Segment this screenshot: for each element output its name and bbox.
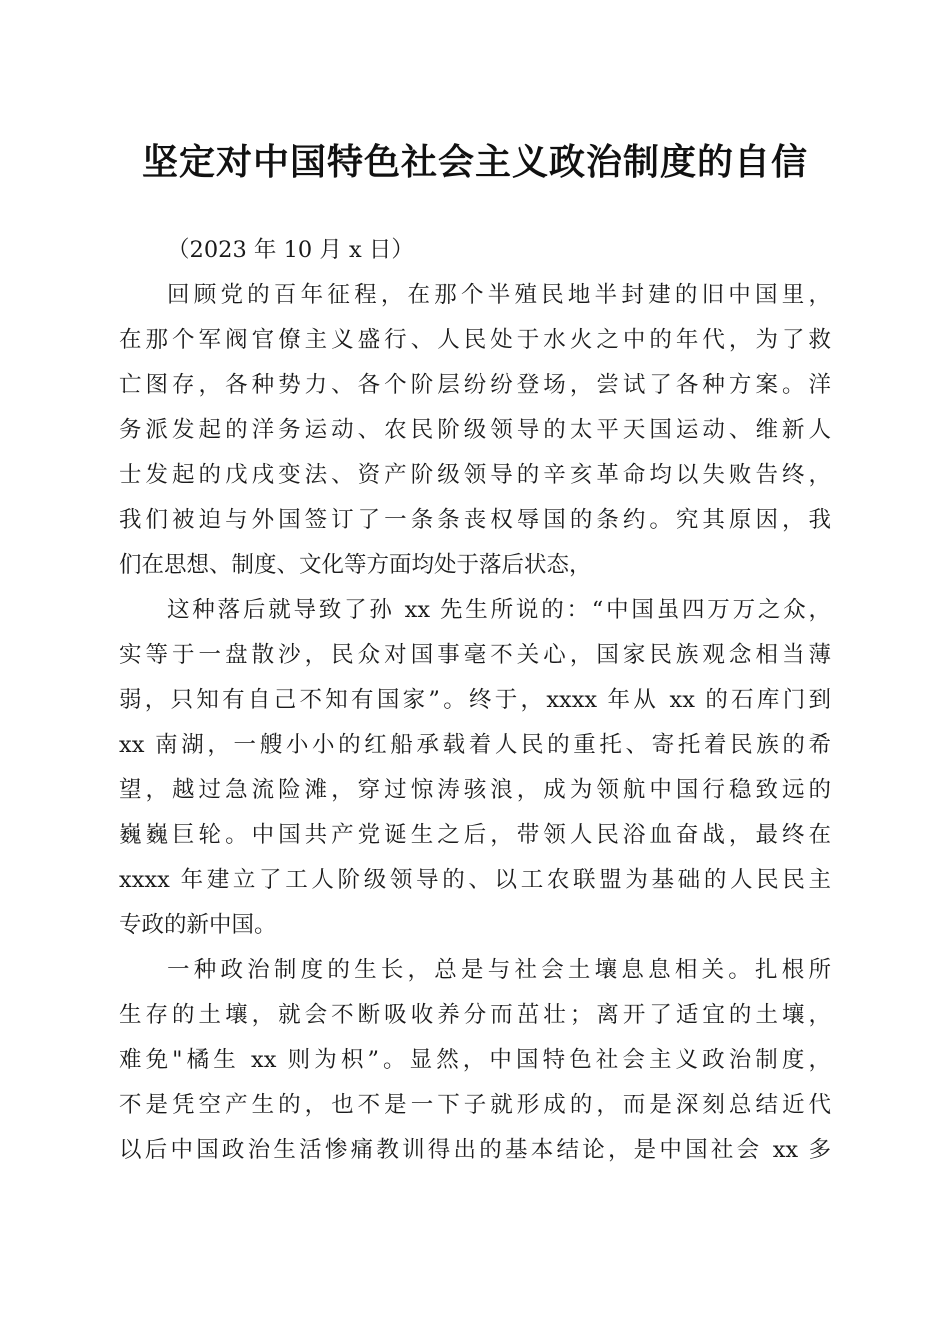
- document-date: （2023 年 10 月 x 日）: [167, 237, 414, 263]
- paragraph-line: 巍巍巨轮。中国共产党诞生之后，带领人民浴血奋战，最终在: [119, 822, 831, 848]
- paragraph-line: 一种政治制度的生长，总是与社会土壤息息相关。扎根所: [167, 957, 831, 983]
- paragraph-line: 不是凭空产生的，也不是一下子就形成的，而是深刻总结近代: [119, 1092, 831, 1118]
- paragraph-line: 以后中国政治生活惨痛教训得出的基本结论，是中国社会 xx 多: [119, 1137, 831, 1163]
- paragraph-line: 这种落后就导致了孙 xx 先生所说的：“中国虽四万万之众，: [167, 597, 831, 623]
- paragraph-line: 望，越过急流险滩，穿过惊涛骇浪，成为领航中国行稳致远的: [119, 777, 831, 803]
- paragraph-line: 在那个军阀官僚主义盛行、人民处于水火之中的年代，为了救: [119, 327, 831, 353]
- paragraph-line: 亡图存，各种势力、各个阶层纷纷登场，尝试了各种方案。洋: [119, 372, 831, 398]
- paragraph-line: 回顾党的百年征程，在那个半殖民地半封建的旧中国里，: [167, 282, 831, 308]
- paragraph-line: 士发起的戊戌变法、资产阶级领导的辛亥革命均以失败告终，: [119, 462, 831, 488]
- paragraph-line: 们在思想、制度、文化等方面均处于落后状态，: [119, 552, 592, 578]
- paragraph-line: 专政的新中国。: [119, 912, 277, 938]
- paragraph-2: [119, 588, 831, 948]
- document-body: [119, 228, 831, 1173]
- paragraph-line: 生存的土壤，就会不断吸收养分而茁壮；离开了适宜的土壤，: [119, 1002, 831, 1028]
- paragraph-line: 实等于一盘散沙，民众对国事毫不关心，国家民族观念相当薄: [119, 642, 831, 668]
- document-title: 坚定对中国特色社会主义政治制度的自信: [141, 141, 808, 183]
- paragraph-line: 我们被迫与外国签订了一条条丧权辱国的条约。究其原因，我: [119, 507, 831, 533]
- paragraph-3: [119, 948, 831, 1173]
- paragraph-line: 务派发起的洋务运动、农民阶级领导的太平天国运动、维新人: [119, 417, 831, 443]
- paragraph-line: 难免"橘生 xx 则为枳”。显然，中国特色社会主义政治制度，: [119, 1047, 831, 1073]
- paragraph-line: xxxx 年建立了工人阶级领导的、以工农联盟为基础的人民民主: [119, 867, 831, 893]
- paragraph-line: xx 南湖，一艘小小的红船承载着人民的重托、寄托着民族的希: [119, 732, 831, 758]
- paragraph-line: 弱，只知有自己不知有国家”。终于，xxxx 年从 xx 的石库门到: [119, 687, 831, 713]
- paragraph-1: [119, 273, 831, 588]
